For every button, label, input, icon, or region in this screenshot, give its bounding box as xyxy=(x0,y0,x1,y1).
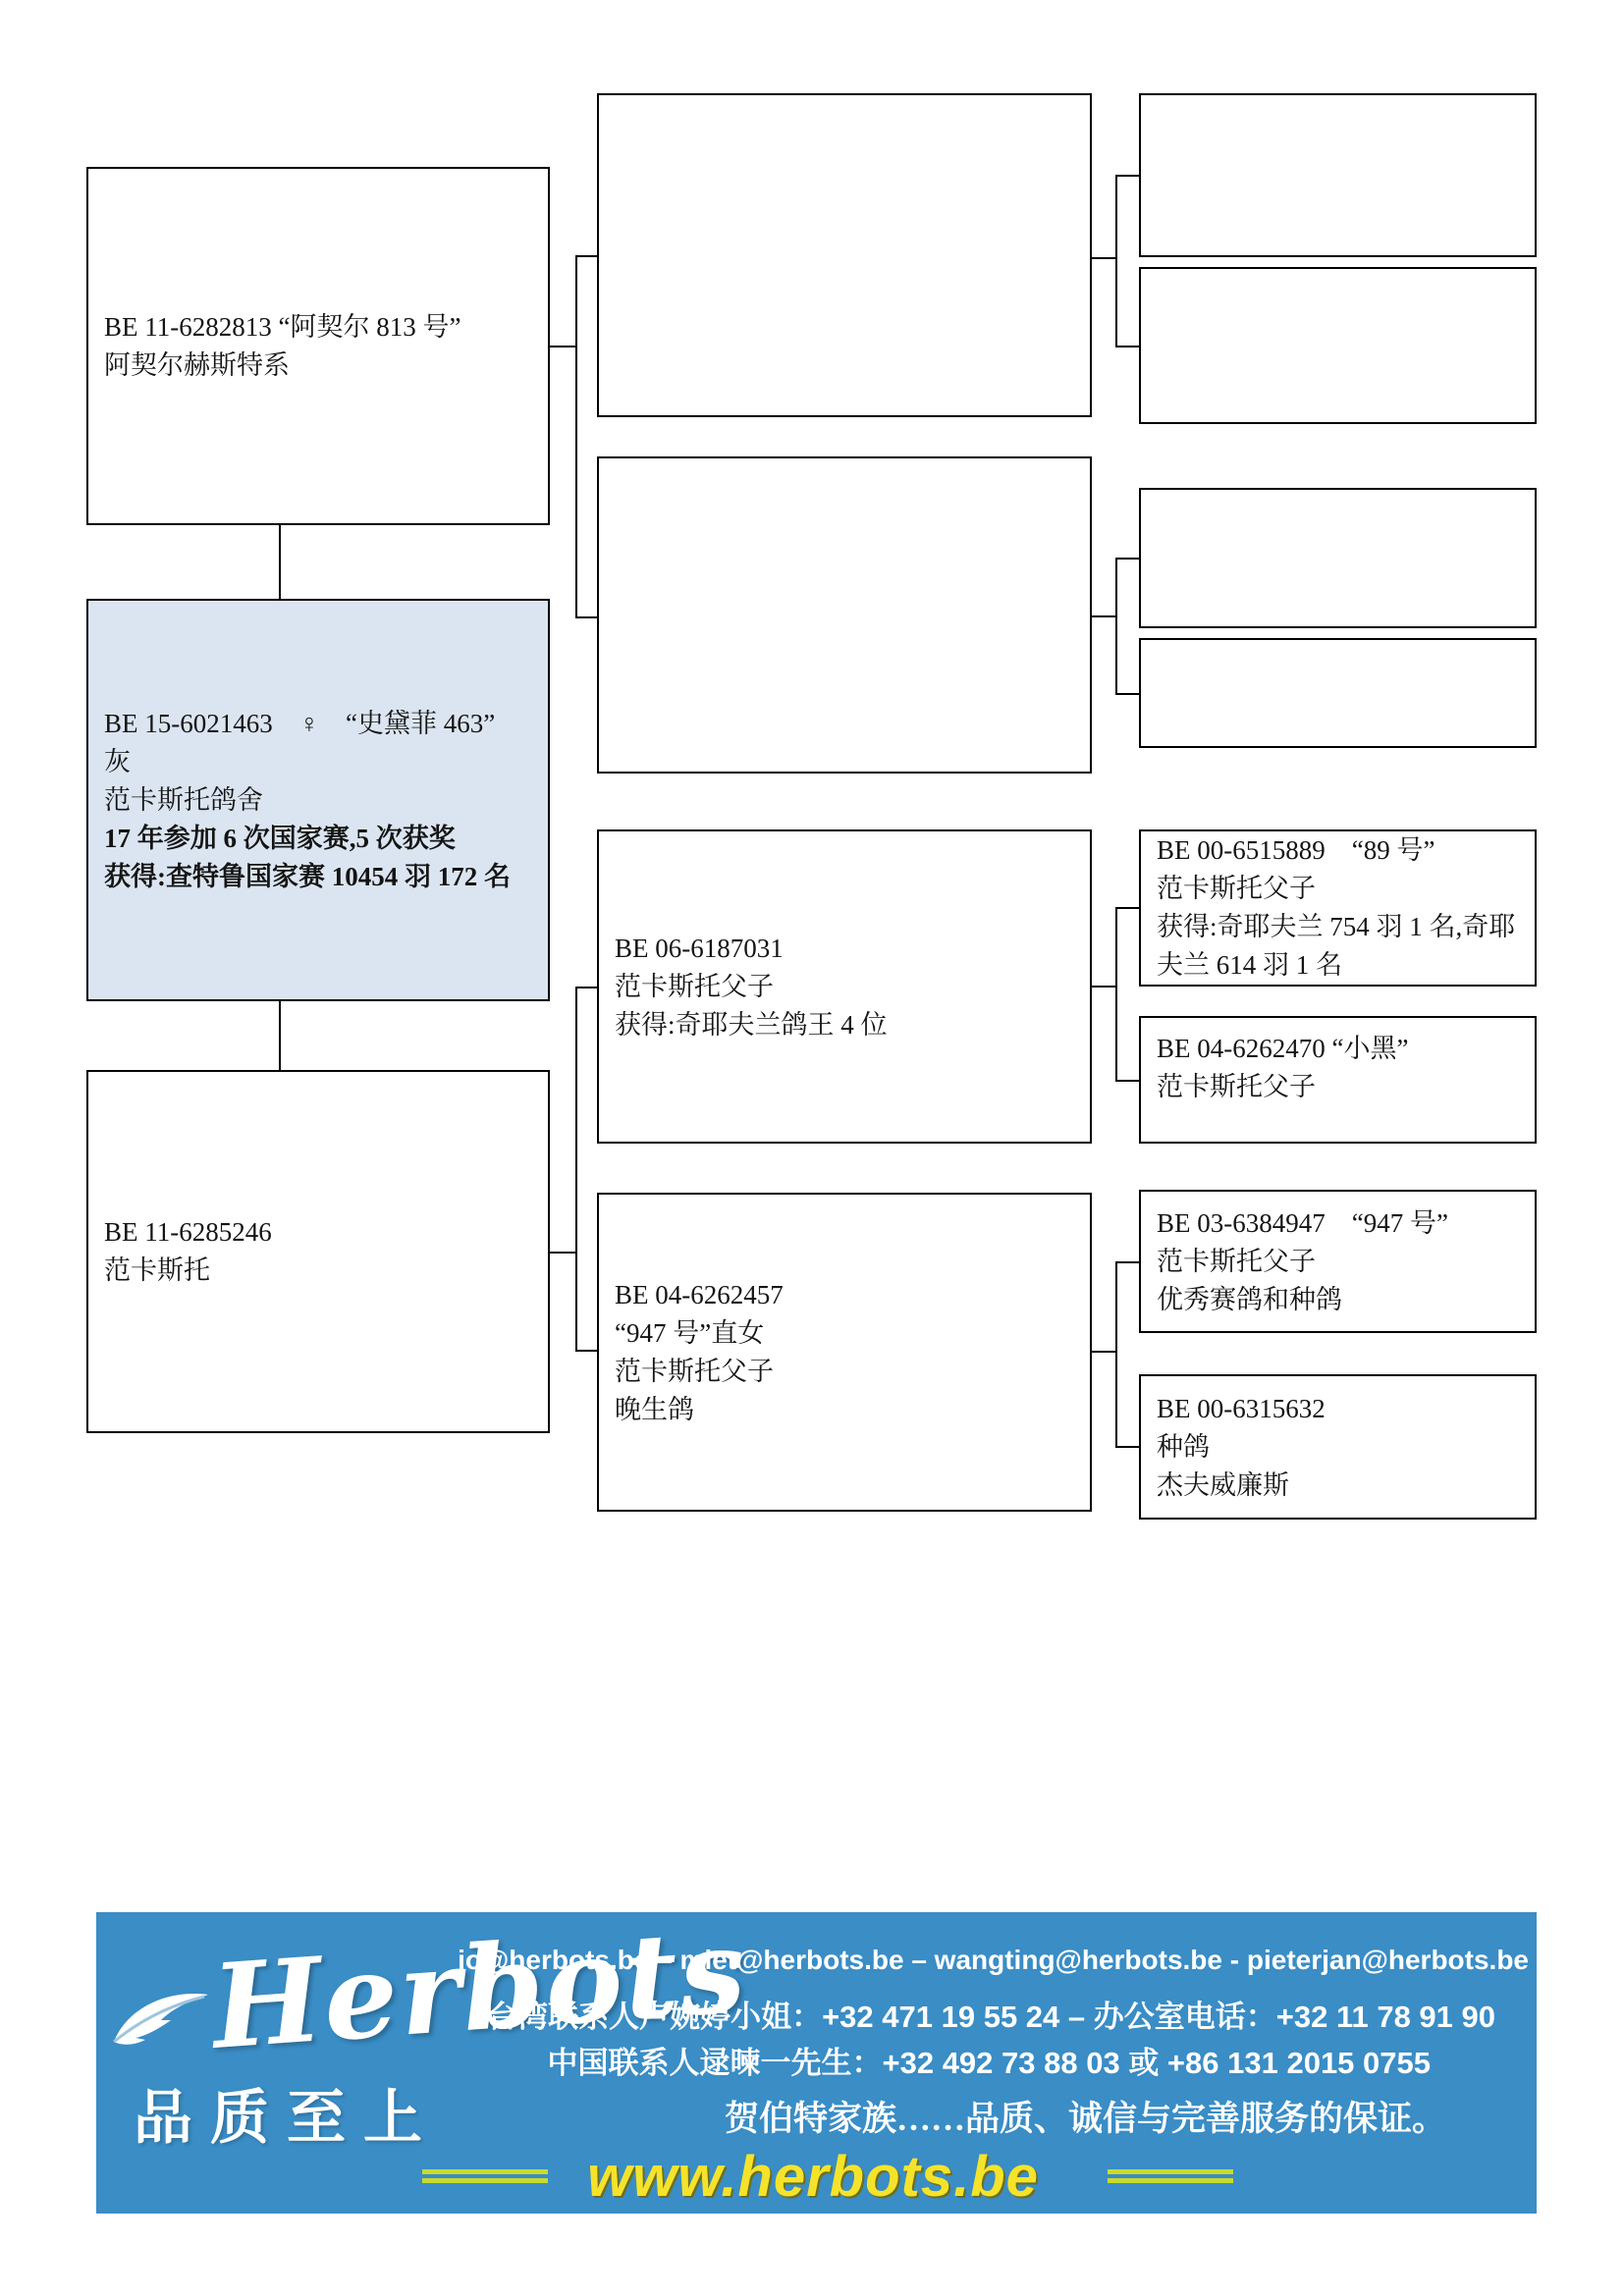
loft-name: 杰夫威廉斯 xyxy=(1157,1469,1289,1500)
contact-emails: jo@herbots.be – miet@herbots.be – wangting@herbots.be - pieterjan@herbots.be xyxy=(458,1945,1529,1975)
pedigree-box-dam-dam-sire xyxy=(1139,1190,1537,1333)
connector-line xyxy=(575,1350,597,1352)
connector-line xyxy=(279,1001,281,1070)
connector-line xyxy=(575,255,597,257)
loft-name: 范卡斯托父子 xyxy=(1157,1246,1316,1276)
pedigree-box-dam-sire-sire xyxy=(1139,829,1537,987)
connector-line xyxy=(1115,558,1139,560)
accent-double-line-left xyxy=(422,2169,548,2183)
ring-number: BE 06-6187031 xyxy=(615,933,784,963)
herbots-logo: Herbots xyxy=(207,1901,752,2075)
connector-line xyxy=(550,346,577,347)
ring-number: BE 04-6262470 “小黑” xyxy=(1157,1034,1409,1063)
ring-number: BE 00-6315632 xyxy=(1157,1393,1326,1423)
ring-number: BE 03-6384947 “947 号” xyxy=(1157,1207,1448,1238)
pedigree-box-dam xyxy=(86,1070,550,1433)
ring-number: BE 04-6262457 xyxy=(615,1279,784,1309)
pedigree-box-dam-dam-dam xyxy=(1139,1374,1537,1520)
results-line: 获得:奇耶夫兰鸽王 4 位 xyxy=(615,1009,888,1040)
ring-number: BE 11-6282813 “阿契尔 813 号” xyxy=(104,311,461,342)
connector-line xyxy=(575,616,597,618)
connector-line xyxy=(550,1252,577,1254)
contact-taiwan: 台湾联系人卢婉婷小姐：+32 471 19 55 24 – 办公室电话：+32 11 78 91 90 xyxy=(487,2000,1495,2034)
connector-line xyxy=(575,255,577,618)
connector-line xyxy=(1115,907,1117,1082)
connector-line xyxy=(1092,257,1117,259)
family-tagline: 贺伯特家族……品质、诚信与完善服务的保证。 xyxy=(724,2100,1446,2138)
results-line: 获得:查特鲁国家赛 10454 羽 172 名 xyxy=(104,861,511,891)
footer-banner xyxy=(96,1901,1537,2214)
loft-name: 范卡斯托父子 xyxy=(615,971,774,1001)
ring-number: BE 15-6021463 ♀ “史黛菲 463” xyxy=(104,708,496,738)
loft-name: 范卡斯托父子 xyxy=(1157,1072,1316,1101)
results-line: 17 年参加 6 次国家赛,5 次获奖 xyxy=(104,823,456,853)
loft-name: 范卡斯托父子 xyxy=(615,1356,774,1386)
connector-line xyxy=(1115,175,1139,177)
note-line: 优秀赛鸽和种鸽 xyxy=(1157,1284,1342,1314)
ring-number: BE 00-6515889 “89 号” xyxy=(1157,835,1435,865)
pedigree-box-sire-sire-empty xyxy=(597,93,1092,417)
connector-line xyxy=(1115,907,1139,909)
pedigree-box-gen4-empty-2 xyxy=(1139,267,1537,424)
connector-line xyxy=(1115,1261,1117,1448)
connector-line xyxy=(575,987,577,1352)
pedigree-box-gen4-empty-1 xyxy=(1139,93,1537,257)
pedigree-box-gen4-empty-3 xyxy=(1139,488,1537,628)
connector-line xyxy=(1092,986,1117,988)
connector-line xyxy=(1115,1261,1139,1263)
connector-line xyxy=(575,987,597,988)
feather-icon xyxy=(106,1981,224,2074)
connector-line xyxy=(1092,1351,1117,1353)
connector-line xyxy=(279,525,281,599)
color-note: 灰 xyxy=(104,746,131,776)
accent-double-line-right xyxy=(1108,2169,1233,2183)
note-line: 晚生鸽 xyxy=(615,1394,694,1424)
website-url: www.herbots.be xyxy=(587,2145,1039,2209)
connector-line xyxy=(1115,346,1139,347)
loft-name: 范卡斯托鸽舍 xyxy=(104,784,263,815)
connector-line xyxy=(1115,1080,1139,1082)
pedigree-box-dam-sire xyxy=(597,829,1092,1144)
logo-slogan: 品质至上 xyxy=(134,2085,440,2151)
loft-name: 范卡斯托父子 xyxy=(1157,874,1316,903)
loft-name: 范卡斯托 xyxy=(104,1255,210,1285)
pedigree-box-dam-dam xyxy=(597,1193,1092,1512)
pedigree-box-gen4-empty-4 xyxy=(1139,638,1537,748)
pedigree-box-sire-dam-empty xyxy=(597,456,1092,774)
ring-number: BE 11-6285246 xyxy=(104,1217,272,1247)
strain-name: 阿契尔赫斯特系 xyxy=(104,349,290,380)
bird-name: “947 号”直女 xyxy=(615,1317,765,1348)
connector-line xyxy=(1092,615,1117,617)
connector-line xyxy=(1115,1446,1139,1448)
contact-china: 中国联系人逯暕一先生：+32 492 73 88 03 或 +86 131 2015 0755 xyxy=(547,2046,1431,2080)
connector-line xyxy=(1115,558,1117,695)
note-line: 种鸽 xyxy=(1157,1431,1210,1462)
results-line: 获得:奇耶夫兰 754 羽 1 名,奇耶夫兰 614 羽 1 名 xyxy=(1157,912,1516,980)
connector-line xyxy=(1115,693,1139,695)
pedigree-box-subject xyxy=(86,599,550,1001)
pedigree-box-sire xyxy=(86,167,550,525)
pedigree-box-dam-sire-dam xyxy=(1139,1016,1537,1144)
connector-line xyxy=(1115,175,1117,347)
